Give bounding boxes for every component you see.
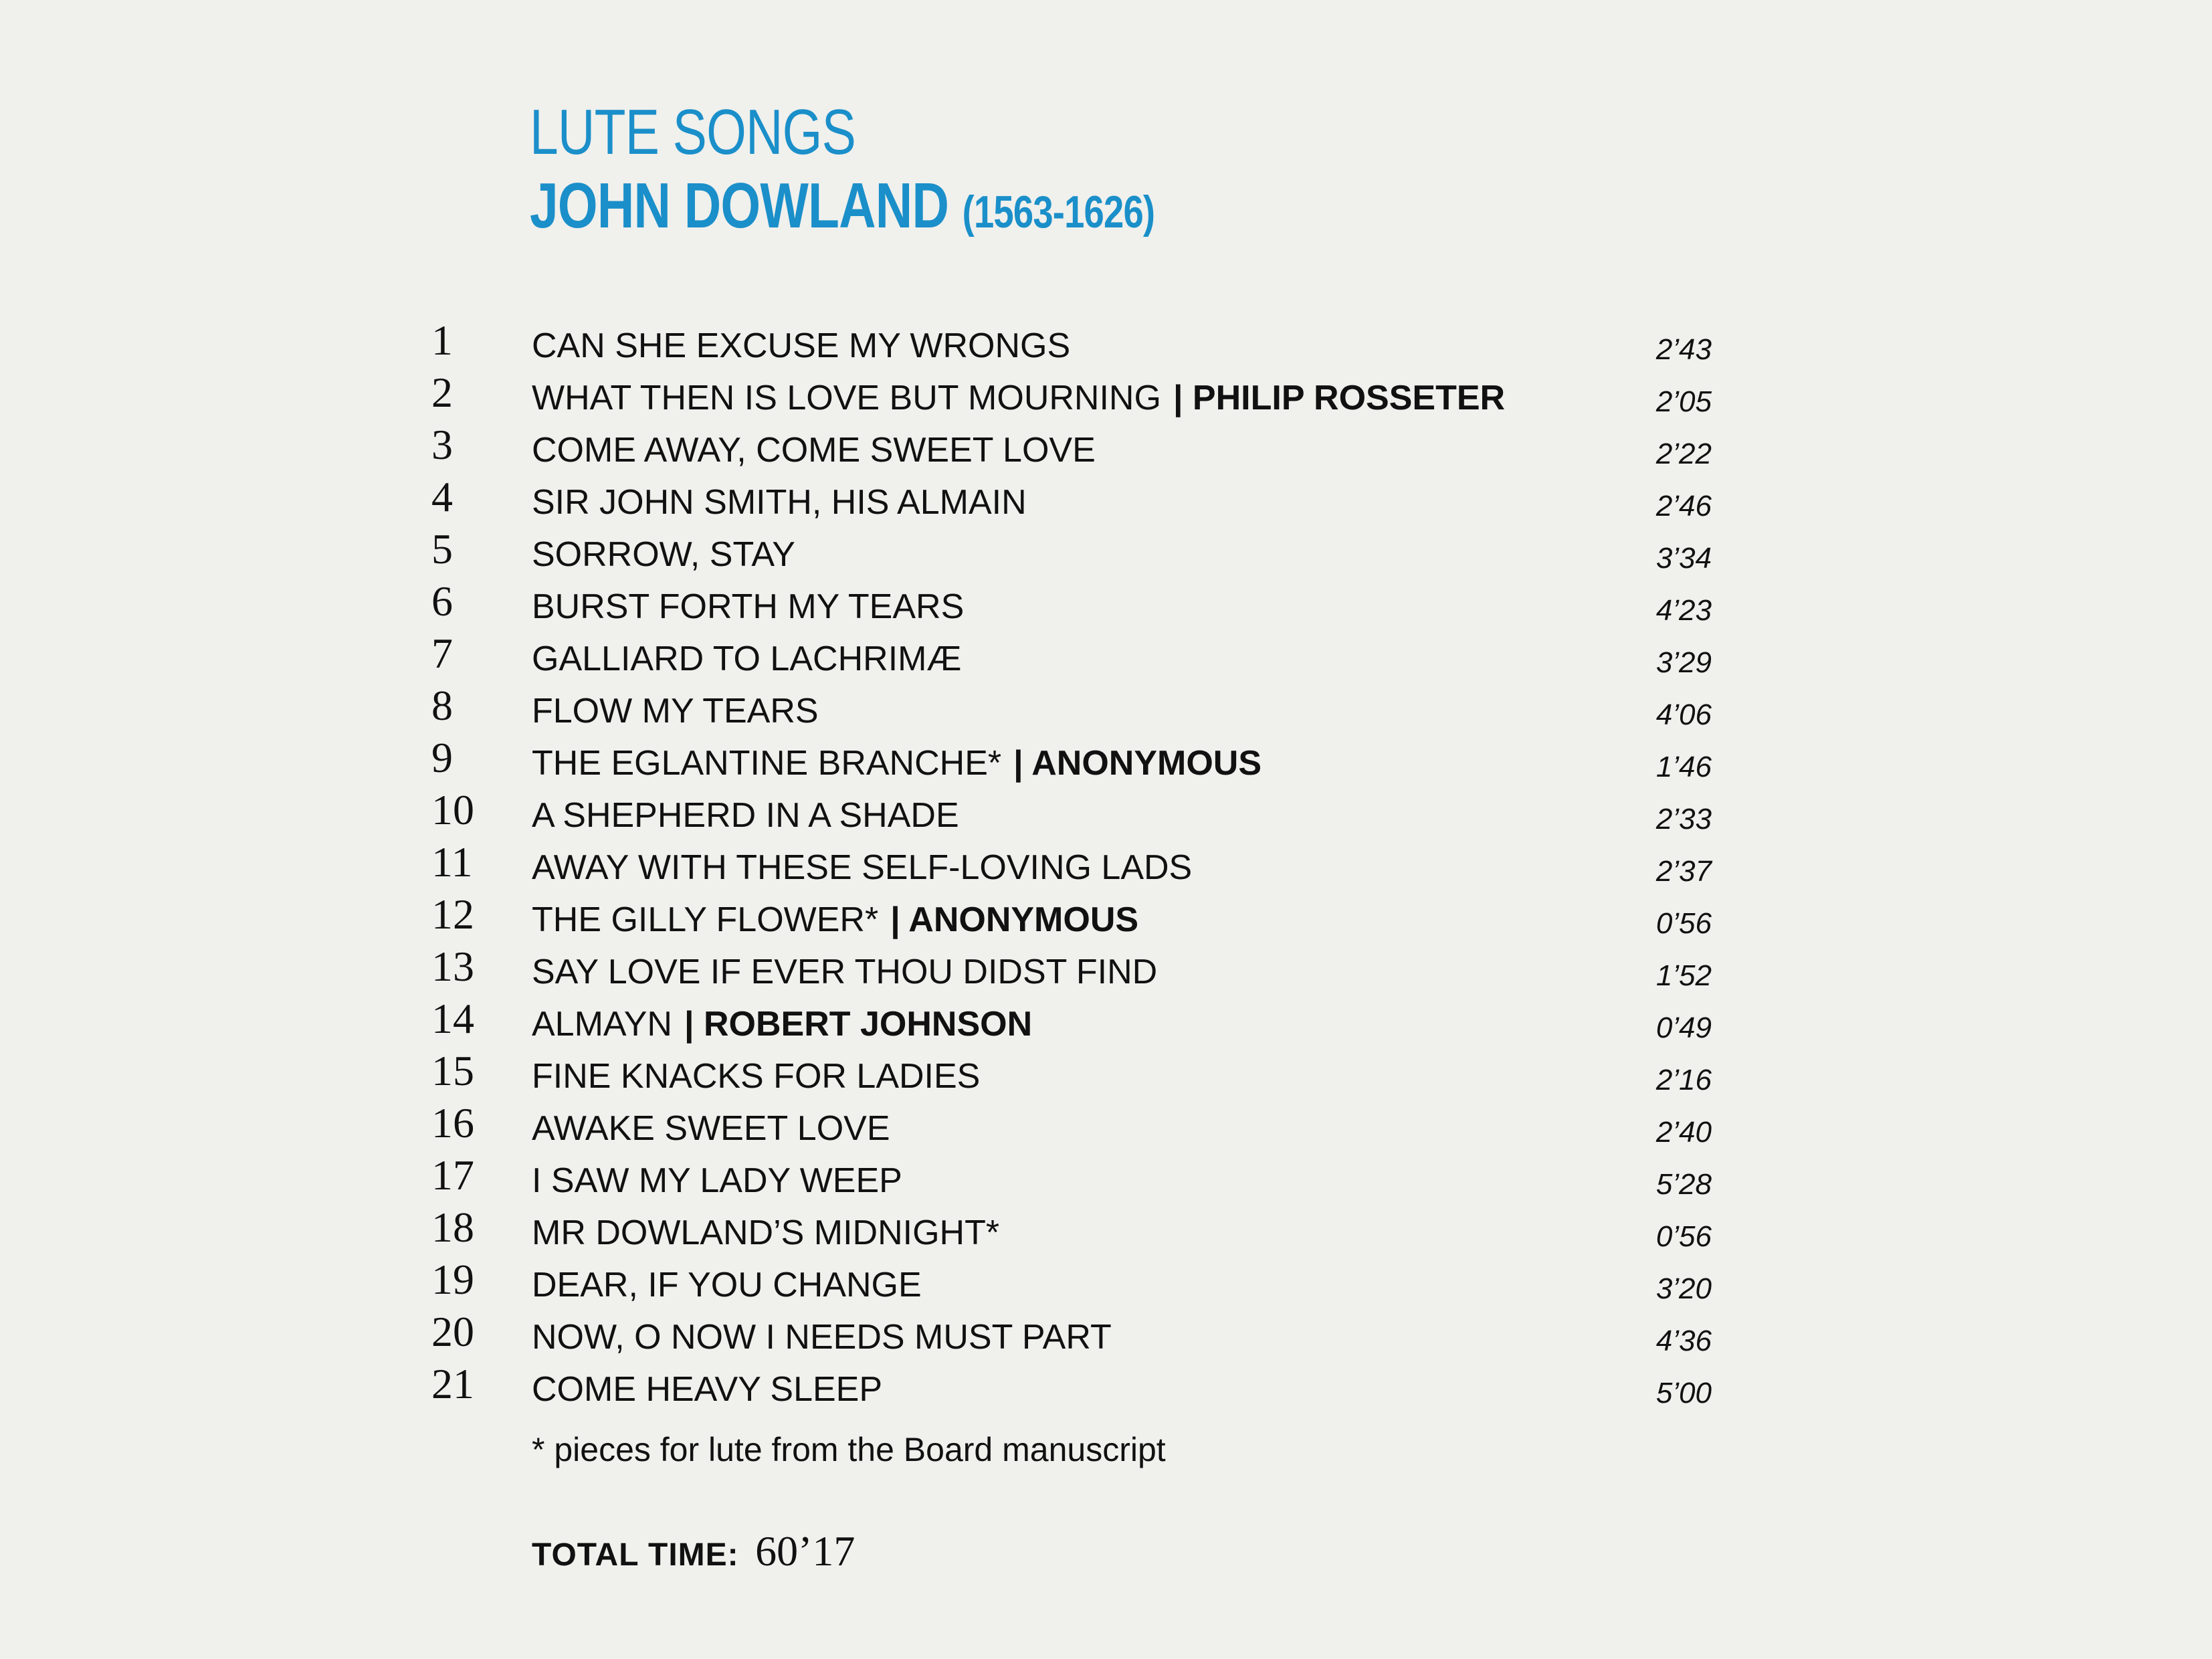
track-title-line	[532, 1155, 902, 1207]
track-title-line	[532, 842, 1192, 894]
track-title: THE EGLANTINE BRANCHE*	[532, 744, 1002, 783]
track-row	[0, 1358, 2212, 1410]
track-row	[0, 1149, 2212, 1201]
track-duration: 0’49	[1655, 1011, 1712, 1044]
track-number: 13	[431, 943, 474, 990]
track-title-line	[532, 320, 1070, 372]
total-time	[532, 1527, 855, 1576]
track-duration: 5’00	[1655, 1377, 1712, 1409]
track-duration: 0’56	[1655, 907, 1712, 940]
track-composer: | ANONYMOUS	[890, 900, 1139, 939]
composer-name: JOHN DOWLAND	[530, 170, 949, 241]
track-duration: 5’28	[1655, 1168, 1712, 1201]
track-title-line	[532, 424, 1096, 476]
track-title: AWAKE SWEET LOVE	[532, 1109, 890, 1148]
track-row	[0, 1045, 2212, 1097]
track-row	[0, 575, 2212, 627]
track-title-line	[532, 1311, 1112, 1363]
track-duration: 2’43	[1655, 333, 1712, 366]
track-title: MR DOWLAND’S MIDNIGHT*	[532, 1213, 1000, 1252]
track-title: WHAT THEN IS LOVE BUT MOURNING	[532, 379, 1161, 417]
track-title-line	[532, 894, 1138, 946]
composer-heading	[530, 170, 1155, 241]
track-duration: 2’40	[1655, 1116, 1712, 1149]
track-composer: | ROBERT JOHNSON	[684, 1005, 1033, 1044]
track-title: COME HEAVY SLEEP	[532, 1370, 883, 1409]
track-row	[0, 941, 2212, 993]
track-duration: 3’20	[1655, 1272, 1712, 1305]
track-composer: | ANONYMOUS	[1013, 744, 1262, 783]
track-number: 8	[431, 682, 453, 729]
track-row	[0, 314, 2212, 367]
track-title-line	[532, 1259, 922, 1311]
track-title-line	[532, 372, 1505, 424]
track-title-line	[532, 528, 795, 581]
track-row	[0, 680, 2212, 732]
track-duration: 4’06	[1655, 698, 1712, 731]
track-row	[0, 1097, 2212, 1149]
track-duration: 1’46	[1655, 751, 1712, 783]
track-title: SORROW, STAY	[532, 535, 795, 574]
track-number: 3	[431, 421, 453, 468]
track-composer: | PHILIP ROSSETER	[1173, 379, 1506, 417]
track-number: 2	[431, 369, 453, 416]
track-title-line	[532, 476, 1027, 528]
track-row	[0, 627, 2212, 680]
track-list	[0, 314, 2212, 1410]
track-duration: 2’33	[1655, 803, 1712, 836]
track-row	[0, 419, 2212, 471]
track-title-line	[532, 633, 961, 685]
track-title-line	[532, 737, 1262, 789]
track-row	[0, 367, 2212, 419]
track-duration: 4’36	[1655, 1325, 1712, 1357]
track-number: 16	[431, 1099, 474, 1147]
track-number: 6	[431, 577, 453, 625]
track-title-line	[532, 1207, 999, 1259]
track-title: ALMAYN	[532, 1005, 672, 1044]
track-row	[0, 836, 2212, 888]
track-row	[0, 1201, 2212, 1254]
track-title-line	[532, 1363, 882, 1416]
track-number: 5	[431, 525, 453, 573]
track-number: 15	[431, 1047, 474, 1094]
track-row	[0, 993, 2212, 1045]
track-title: GALLIARD TO LACHRIMÆ	[532, 640, 962, 678]
track-title: SAY LOVE IF EVER THOU DIDST FIND	[532, 953, 1158, 991]
track-duration: 0’56	[1655, 1220, 1712, 1253]
album-header	[530, 96, 1311, 241]
album-title: LUTE SONGS	[530, 96, 856, 168]
track-title: I SAW MY LADY WEEP	[532, 1161, 902, 1200]
track-title-line	[532, 946, 1157, 998]
track-title-line	[532, 1102, 890, 1155]
total-time-label: TOTAL TIME:	[532, 1537, 739, 1573]
track-title: FLOW MY TEARS	[532, 692, 819, 730]
track-number: 9	[431, 734, 453, 781]
track-duration: 4’23	[1655, 594, 1712, 627]
track-duration: 2’22	[1655, 437, 1712, 470]
total-time-value: 60’17	[755, 1527, 856, 1575]
track-duration: 2’16	[1655, 1064, 1712, 1096]
track-title-line	[532, 685, 819, 737]
track-title: DEAR, IF YOU CHANGE	[532, 1266, 922, 1304]
track-title-line	[532, 1050, 980, 1102]
track-title: BURST FORTH MY TEARS	[532, 587, 965, 626]
composer-years: (1563-1626)	[962, 187, 1155, 237]
track-row	[0, 523, 2212, 575]
track-title: THE GILLY FLOWER*	[532, 900, 879, 939]
track-row	[0, 732, 2212, 784]
track-number: 20	[431, 1308, 474, 1355]
track-duration: 3’34	[1655, 542, 1712, 575]
footnote: * pieces for lute from the Board manuscript	[532, 1431, 1166, 1468]
track-number: 19	[431, 1256, 474, 1303]
track-number: 11	[431, 838, 473, 886]
track-number: 17	[431, 1151, 474, 1199]
track-number: 21	[431, 1360, 474, 1407]
track-title: FINE KNACKS FOR LADIES	[532, 1057, 981, 1096]
track-row	[0, 784, 2212, 836]
track-number: 1	[431, 316, 453, 364]
track-title-line	[532, 789, 959, 842]
track-title: COME AWAY, COME SWEET LOVE	[532, 431, 1096, 470]
track-duration: 2’37	[1655, 855, 1712, 888]
track-number: 4	[431, 473, 453, 520]
track-duration: 2’05	[1655, 385, 1712, 418]
track-number: 7	[431, 629, 453, 677]
track-title: AWAY WITH THESE SELF-LOVING LADS	[532, 848, 1193, 887]
track-title-line	[532, 581, 964, 633]
track-row	[0, 471, 2212, 523]
track-row	[0, 888, 2212, 941]
track-duration: 3’29	[1655, 646, 1712, 679]
track-title: CAN SHE EXCUSE MY WRONGS	[532, 326, 1071, 365]
track-duration: 1’52	[1655, 959, 1712, 992]
track-title-line	[532, 998, 1032, 1050]
track-title: SIR JOHN SMITH, HIS ALMAIN	[532, 483, 1027, 522]
track-number: 10	[431, 786, 474, 834]
track-row	[0, 1306, 2212, 1358]
track-title: NOW, O NOW I NEEDS MUST PART	[532, 1318, 1112, 1357]
track-duration: 2’46	[1655, 490, 1712, 522]
track-number: 12	[431, 890, 474, 938]
track-number: 18	[431, 1203, 474, 1251]
track-number: 14	[431, 995, 474, 1042]
track-title: A SHEPHERD IN A SHADE	[532, 796, 959, 835]
track-row	[0, 1254, 2212, 1306]
